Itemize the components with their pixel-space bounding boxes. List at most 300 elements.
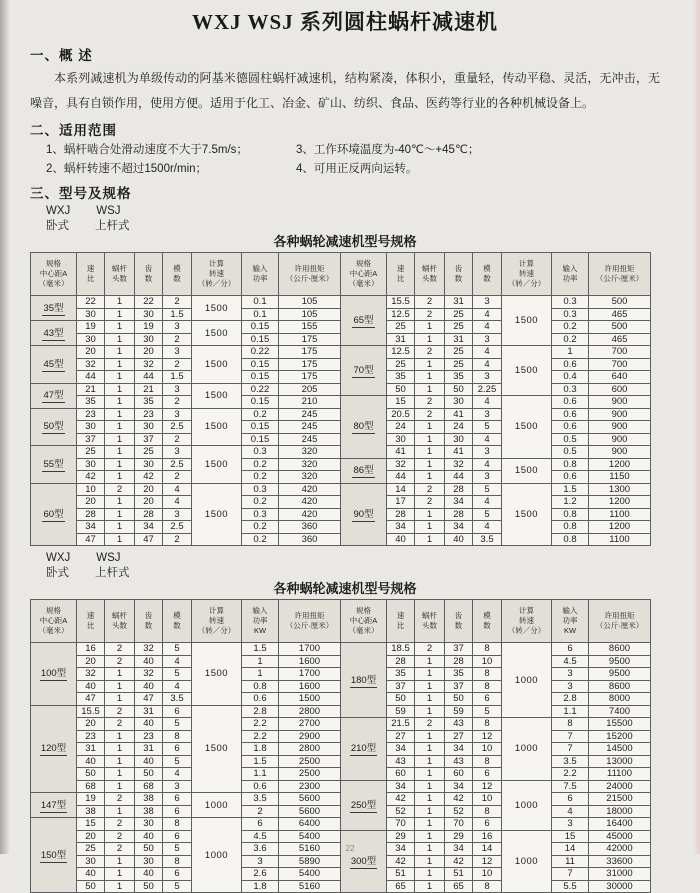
ratio-cell: 44 [387, 471, 415, 484]
table-row [31, 780, 651, 793]
teeth-cell: 70 [445, 818, 473, 831]
power-cell: 3.6 [242, 843, 279, 856]
teeth-cell: 40 [135, 718, 163, 731]
starts-cell: 1 [105, 446, 135, 459]
teeth-cell: 25 [445, 308, 473, 321]
module-cell: 2.5 [163, 421, 192, 434]
table-row [31, 458, 651, 471]
torque-cell: 1700 [279, 668, 341, 681]
power-cell: 0.6 [552, 408, 589, 421]
ratio-cell: 30 [77, 308, 105, 321]
starts-cell: 1 [105, 693, 135, 706]
teeth-cell: 25 [445, 358, 473, 371]
power-cell: 1.2 [552, 496, 589, 509]
speed-cell: 1500 [192, 346, 242, 384]
torque-cell: 5400 [279, 830, 341, 843]
ratio-cell: 24 [387, 421, 415, 434]
torque-cell: 175 [279, 358, 341, 371]
power-cell: 14 [552, 843, 589, 856]
starts-cell: 1 [105, 496, 135, 509]
module-cell: 5 [163, 843, 192, 856]
starts-cell: 1 [415, 668, 445, 681]
power-cell: 1 [552, 346, 589, 359]
teeth-cell: 59 [445, 705, 473, 718]
torque-cell: 245 [279, 421, 341, 434]
teeth-cell: 20 [135, 346, 163, 359]
module-cell: 3.5 [163, 693, 192, 706]
teeth-cell: 28 [445, 483, 473, 496]
power-cell: 4.5 [552, 655, 589, 668]
torque-cell: 320 [279, 471, 341, 484]
torque-cell: 1200 [589, 458, 651, 471]
module-cell: 2 [163, 358, 192, 371]
table1-caption-row [30, 234, 660, 250]
power-cell: 6 [552, 793, 589, 806]
starts-cell: 1 [105, 383, 135, 396]
ratio-cell: 30 [77, 333, 105, 346]
ratio-cell: 32 [77, 358, 105, 371]
power-cell: 1.1 [552, 705, 589, 718]
module-cell: 10 [473, 868, 502, 881]
speed-cell: 1500 [502, 396, 552, 459]
module-cell: 12 [473, 730, 502, 743]
model-cell: 147型 [31, 793, 77, 818]
module-cell: 4 [473, 321, 502, 334]
starts-cell: 1 [415, 508, 445, 521]
module-cell: 6 [163, 743, 192, 756]
ratio-cell: 23 [77, 408, 105, 421]
starts-cell: 2 [415, 308, 445, 321]
torque-cell: 8600 [589, 643, 651, 656]
teeth-cell: 30 [135, 855, 163, 868]
module-cell: 2.5 [163, 521, 192, 534]
torque-cell: 2500 [279, 768, 341, 781]
module-cell: 6 [163, 793, 192, 806]
teeth-cell: 43 [445, 755, 473, 768]
torque-cell: 7400 [589, 705, 651, 718]
page-title: WXJ WSJ 系列圆柱蜗杆减速机 [192, 10, 498, 34]
power-cell: 6 [552, 643, 589, 656]
ratio-cell: 50 [77, 880, 105, 893]
speed-cell: 1500 [192, 296, 242, 321]
model-cell: 100型 [31, 643, 77, 706]
teeth-cell: 29 [445, 830, 473, 843]
starts-cell: 1 [415, 333, 445, 346]
power-cell: 3 [242, 855, 279, 868]
starts-cell: 1 [415, 680, 445, 693]
ratio-cell: 40 [77, 868, 105, 881]
module-cell: 2 [163, 396, 192, 409]
teeth-cell: 23 [135, 408, 163, 421]
model-type-horizontal: 卧式 [46, 220, 69, 232]
starts-cell: 1 [415, 471, 445, 484]
starts-cell: 1 [415, 793, 445, 806]
module-cell: 8 [473, 680, 502, 693]
ratio-cell: 12.5 [387, 308, 415, 321]
scope-item-2: 2、蜗杆转速不超过1500r/min； [46, 163, 208, 175]
power-cell: 0.2 [242, 533, 279, 546]
model-cell: 86型 [341, 458, 387, 483]
power-cell: 0.15 [242, 433, 279, 446]
starts-cell: 2 [105, 643, 135, 656]
torque-cell: 1200 [589, 496, 651, 509]
teeth-cell: 52 [445, 805, 473, 818]
table-row [31, 296, 651, 309]
torque-cell: 11100 [589, 768, 651, 781]
page-number: 22 [345, 844, 355, 853]
torque-cell: 5400 [279, 868, 341, 881]
power-cell: 1.5 [552, 483, 589, 496]
speed-cell: 1500 [502, 458, 552, 483]
module-cell: 5 [473, 483, 502, 496]
torque-cell: 360 [279, 533, 341, 546]
module-cell: 8 [473, 805, 502, 818]
starts-cell: 1 [105, 521, 135, 534]
power-cell: 1.5 [242, 755, 279, 768]
teeth-cell: 50 [135, 843, 163, 856]
starts-cell: 2 [105, 655, 135, 668]
teeth-cell: 30 [445, 396, 473, 409]
power-cell: 7 [552, 730, 589, 743]
starts-cell: 1 [415, 693, 445, 706]
starts-cell: 1 [415, 433, 445, 446]
module-cell: 12 [473, 780, 502, 793]
module-cell: 8 [473, 755, 502, 768]
module-cell: 3 [163, 408, 192, 421]
model-cell: 80型 [341, 396, 387, 459]
teeth-cell: 24 [445, 421, 473, 434]
teeth-cell: 50 [445, 383, 473, 396]
module-cell: 2.25 [473, 383, 502, 396]
speed-cell: 1000 [192, 818, 242, 893]
starts-cell: 1 [415, 868, 445, 881]
module-cell: 6 [473, 768, 502, 781]
starts-cell: 2 [415, 296, 445, 309]
model-codes-line-1 [46, 204, 660, 219]
starts-cell: 1 [105, 358, 135, 371]
power-cell: 0.8 [552, 533, 589, 546]
ratio-cell: 70 [387, 818, 415, 831]
power-cell: 7.5 [552, 780, 589, 793]
model-cell: 60型 [31, 483, 77, 546]
starts-cell: 1 [105, 346, 135, 359]
torque-cell: 9500 [589, 668, 651, 681]
starts-cell: 1 [415, 321, 445, 334]
teeth-cell: 34 [445, 743, 473, 756]
table2-title: 各种蜗轮减速机型号规格 [273, 581, 417, 596]
ratio-cell: 37 [387, 680, 415, 693]
speed-cell: 1500 [192, 383, 242, 408]
ratio-cell: 52 [387, 805, 415, 818]
starts-cell: 1 [105, 458, 135, 471]
teeth-cell: 34 [445, 496, 473, 509]
power-cell: 0.2 [242, 496, 279, 509]
teeth-cell: 37 [445, 643, 473, 656]
teeth-cell: 42 [135, 471, 163, 484]
power-cell: 0.6 [242, 693, 279, 706]
table-row [31, 643, 651, 656]
power-cell: 11 [552, 855, 589, 868]
torque-cell: 21500 [589, 793, 651, 806]
torque-cell: 205 [279, 383, 341, 396]
starts-cell: 1 [105, 433, 135, 446]
model-cell: 120型 [31, 705, 77, 793]
ratio-cell: 68 [77, 780, 105, 793]
module-cell: 3 [163, 780, 192, 793]
teeth-cell: 30 [135, 818, 163, 831]
torque-cell: 5160 [279, 843, 341, 856]
column-header: 许用扭矩 （公斤·厘米） [589, 600, 651, 643]
teeth-cell: 40 [135, 755, 163, 768]
power-cell: 2.2 [552, 768, 589, 781]
teeth-cell: 34 [445, 780, 473, 793]
module-cell: 6 [163, 705, 192, 718]
teeth-cell: 40 [135, 680, 163, 693]
power-cell: 0.3 [552, 383, 589, 396]
module-cell: 10 [473, 655, 502, 668]
ratio-cell: 15 [77, 818, 105, 831]
teeth-cell: 68 [135, 780, 163, 793]
ratio-cell: 25 [387, 358, 415, 371]
torque-cell: 6400 [279, 818, 341, 831]
torque-cell: 1150 [589, 471, 651, 484]
torque-cell: 175 [279, 333, 341, 346]
torque-cell: 9500 [589, 655, 651, 668]
starts-cell: 1 [415, 705, 445, 718]
column-header: 齿 数 [135, 253, 163, 296]
starts-cell: 1 [105, 533, 135, 546]
teeth-cell: 40 [135, 830, 163, 843]
starts-cell: 1 [105, 868, 135, 881]
starts-cell: 1 [415, 743, 445, 756]
module-cell: 1.5 [163, 371, 192, 384]
starts-cell: 2 [415, 346, 445, 359]
module-cell: 4 [163, 483, 192, 496]
power-cell: 2 [242, 805, 279, 818]
torque-cell: 1600 [279, 680, 341, 693]
ratio-cell: 42 [387, 855, 415, 868]
power-cell: 7 [552, 868, 589, 881]
starts-cell: 1 [415, 818, 445, 831]
module-cell: 4 [473, 358, 502, 371]
ratio-cell: 47 [77, 693, 105, 706]
starts-cell: 1 [415, 383, 445, 396]
starts-cell: 1 [105, 805, 135, 818]
starts-cell: 2 [415, 643, 445, 656]
starts-cell: 2 [105, 793, 135, 806]
torque-cell: 2900 [279, 730, 341, 743]
teeth-cell: 51 [445, 868, 473, 881]
power-cell: 0.5 [552, 446, 589, 459]
power-cell: 0.6 [552, 358, 589, 371]
module-cell: 3 [473, 408, 502, 421]
teeth-cell: 43 [445, 718, 473, 731]
ratio-cell: 35 [387, 371, 415, 384]
power-cell: 0.8 [552, 508, 589, 521]
power-cell: 0.22 [242, 383, 279, 396]
column-header: 计算 转速 （转／分） [192, 253, 242, 296]
torque-cell: 8000 [589, 693, 651, 706]
torque-cell: 360 [279, 521, 341, 534]
torque-cell: 1300 [589, 483, 651, 496]
torque-cell: 15500 [589, 718, 651, 731]
model-code-wsj: WSJ [96, 205, 121, 217]
module-cell: 5 [473, 705, 502, 718]
model-type-uppershaft: 上杆式 [95, 220, 130, 232]
torque-cell: 155 [279, 321, 341, 334]
model-cell: 65型 [341, 296, 387, 346]
ratio-cell: 34 [387, 780, 415, 793]
torque-cell: 320 [279, 446, 341, 459]
ratio-cell: 29 [387, 830, 415, 843]
starts-cell: 1 [415, 655, 445, 668]
ratio-cell: 27 [387, 730, 415, 743]
teeth-cell: 60 [445, 768, 473, 781]
teeth-cell: 37 [135, 433, 163, 446]
module-cell: 8 [473, 643, 502, 656]
column-header: 输入 功率 [552, 253, 589, 296]
column-header: 计算 转速 （转／分） [502, 253, 552, 296]
column-header: 蜗杆 头数 [415, 253, 445, 296]
column-header: 计算 转速 （转／分） [502, 600, 552, 643]
column-header: 速 比 [77, 253, 105, 296]
teeth-cell: 50 [135, 880, 163, 893]
starts-cell: 1 [415, 805, 445, 818]
teeth-cell: 38 [135, 805, 163, 818]
table-row [31, 396, 651, 409]
ratio-cell: 50 [387, 383, 415, 396]
starts-cell: 1 [415, 533, 445, 546]
power-cell: 0.8 [242, 680, 279, 693]
module-cell: 3 [163, 383, 192, 396]
torque-cell: 18000 [589, 805, 651, 818]
torque-cell: 465 [589, 333, 651, 346]
teeth-cell: 28 [445, 655, 473, 668]
teeth-cell: 20 [135, 496, 163, 509]
torque-cell: 210 [279, 396, 341, 409]
torque-cell: 1200 [589, 521, 651, 534]
power-cell: 0.3 [242, 483, 279, 496]
ratio-cell: 22 [77, 296, 105, 309]
starts-cell: 1 [105, 668, 135, 681]
ratio-cell: 15 [387, 396, 415, 409]
module-cell: 6 [163, 830, 192, 843]
torque-cell: 105 [279, 296, 341, 309]
torque-cell: 600 [589, 383, 651, 396]
starts-cell: 1 [415, 830, 445, 843]
torque-cell: 2500 [279, 755, 341, 768]
torque-cell: 2800 [279, 705, 341, 718]
power-cell: 2.8 [552, 693, 589, 706]
ratio-cell: 42 [77, 471, 105, 484]
power-cell: 0.15 [242, 321, 279, 334]
starts-cell: 1 [105, 296, 135, 309]
overview-body: 本系列减速机为单级传动的阿基米德圆柱蜗杆减速机，结构紧凑，体积小，重量轻，传动平稳、灵活，无冲击，无噪音，具有自锁作用，使用方便。适用于化工、冶金、矿山、纺织、食品、医药等行业的各种机械设备上。 [30, 71, 660, 110]
power-cell: 4 [552, 805, 589, 818]
power-cell: 0.15 [242, 396, 279, 409]
starts-cell: 1 [415, 421, 445, 434]
ratio-cell: 44 [77, 371, 105, 384]
speed-cell: 1500 [192, 408, 242, 446]
column-header: 输入 功率 KW [552, 600, 589, 643]
torque-cell: 245 [279, 408, 341, 421]
module-cell: 4 [163, 496, 192, 509]
module-cell: 6 [163, 805, 192, 818]
power-cell: 0.6 [552, 471, 589, 484]
power-cell: 0.15 [242, 358, 279, 371]
column-header: 输入 功率 KW [242, 600, 279, 643]
torque-cell: 105 [279, 308, 341, 321]
starts-cell: 2 [415, 408, 445, 421]
starts-cell: 2 [105, 718, 135, 731]
torque-cell: 2300 [279, 780, 341, 793]
module-cell: 5 [473, 508, 502, 521]
starts-cell: 2 [105, 483, 135, 496]
table1-title: 各种蜗轮减速机型号规格 [273, 234, 417, 249]
ratio-cell: 14 [387, 483, 415, 496]
torque-cell: 900 [589, 396, 651, 409]
module-cell: 3 [163, 508, 192, 521]
module-cell: 5 [163, 880, 192, 893]
module-cell: 10 [473, 793, 502, 806]
power-cell: 5.5 [552, 880, 589, 893]
ratio-cell: 21 [77, 383, 105, 396]
power-cell: 3 [552, 680, 589, 693]
module-cell: 4 [473, 396, 502, 409]
module-cell: 1.5 [163, 308, 192, 321]
ratio-cell: 35 [387, 668, 415, 681]
ratio-cell: 38 [77, 805, 105, 818]
power-cell: 3 [552, 668, 589, 681]
power-cell: 3.5 [242, 793, 279, 806]
starts-cell: 1 [105, 333, 135, 346]
teeth-cell: 32 [445, 458, 473, 471]
power-cell: 0.8 [552, 458, 589, 471]
ratio-cell: 15.5 [387, 296, 415, 309]
model-cell: 35型 [31, 296, 77, 321]
starts-cell: 1 [105, 755, 135, 768]
power-cell: 1.8 [242, 880, 279, 893]
ratio-cell: 65 [387, 880, 415, 893]
teeth-cell: 50 [135, 768, 163, 781]
spec-table [30, 252, 651, 546]
teeth-cell: 31 [135, 743, 163, 756]
scope-item-1: 1、蜗杆啮合处滑动速度不大于7.5m/s； [46, 144, 248, 156]
power-cell: 2.2 [242, 718, 279, 731]
starts-cell: 1 [105, 680, 135, 693]
module-cell: 2 [163, 471, 192, 484]
torque-cell: 42000 [589, 843, 651, 856]
torque-cell: 15200 [589, 730, 651, 743]
starts-cell: 1 [105, 421, 135, 434]
power-cell: 0.1 [242, 296, 279, 309]
speed-cell: 1000 [502, 718, 552, 781]
model-cell: 45型 [31, 346, 77, 384]
teeth-cell: 32 [135, 643, 163, 656]
column-header: 规格 中心距A （毫米） [341, 600, 387, 643]
column-header: 许用扭矩 （公斤-厘米） [279, 253, 341, 296]
speed-cell: 1500 [192, 643, 242, 706]
starts-cell: 1 [105, 855, 135, 868]
starts-cell: 1 [105, 780, 135, 793]
starts-cell: 2 [105, 705, 135, 718]
ratio-cell: 60 [387, 768, 415, 781]
power-cell: 3.5 [552, 755, 589, 768]
teeth-cell: 50 [445, 693, 473, 706]
speed-cell: 1500 [502, 483, 552, 546]
teeth-cell: 30 [135, 333, 163, 346]
ratio-cell: 25 [387, 321, 415, 334]
